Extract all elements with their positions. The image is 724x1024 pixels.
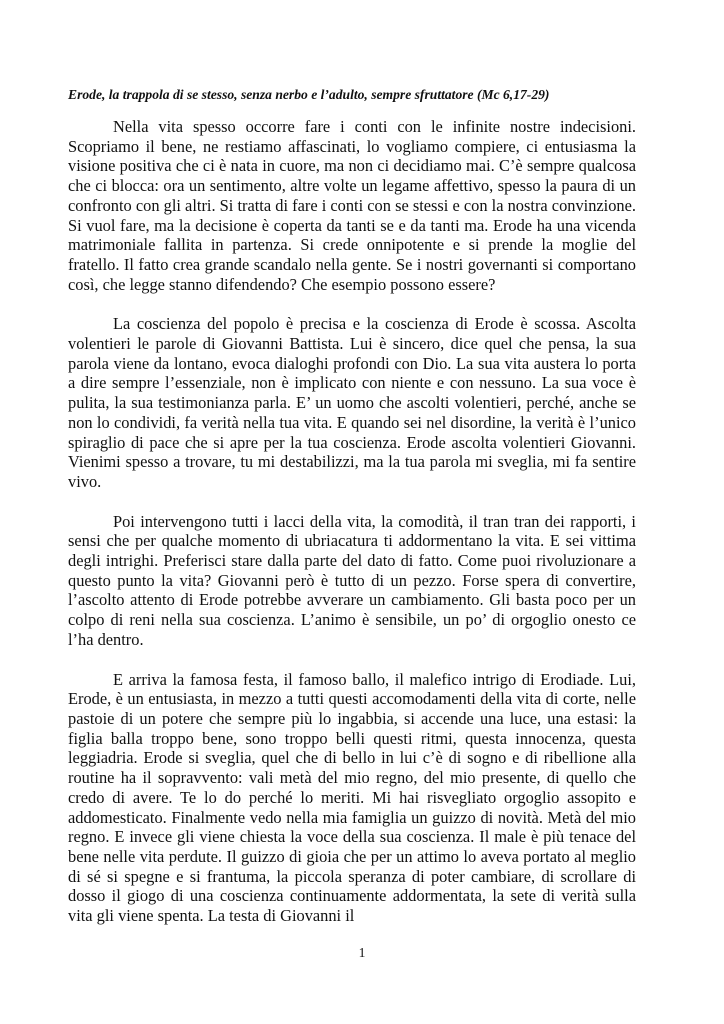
paragraph-1: Nella vita spesso occorre fare i conti con le infinite nostre indecisioni. Scopriamo il bene, ne restiamo affascinati, lo vogliamo compiere, ci entusiasma la visione positiva che ci è nata in cuore, ma non ci decidiamo mai. C’è sempre qualcosa che ci blocca: ora un sentimento, altre volte un legame affettivo, spesso la paura di un confronto con gli altri. Si tratta di fare i conti con se stessi e con la nostra convinzione. Si vuol fare, ma la decisione è coperta da tanti se e da tanti ma. Erode ha una vicenda matrimoniale fallita in partenza. Si crede onnipotente e si prende la moglie del fratello. Il fatto crea grande scandalo nella gente. Se i nostri governanti si comportano così, che legge stanno difendendo? Che esempio possono essere?: [68, 117, 636, 294]
paragraph-2: La coscienza del popolo è precisa e la coscienza di Erode è scossa. Ascolta volentieri le parole di Giovanni Battista. Lui è sincero, dice quel che pensa, la sua parola viene da lontano, evoca dialoghi profondi con Dio. La sua vita austera lo porta a dire sempre l’essenziale, non è implicato con niente e con nessuno. La sua voce è pulita, la sua testimonianza parla. E’ un uomo che ascolti volentieri, perché, anche se non lo condividi, fa verità nella tua vita. E quando sei nel disordine, la verità è l’unico spiraglio di pace che si apre per la tua coscienza. Erode ascolta volentieri Giovanni. Vienimi spesso a trovare, tu mi destabilizzi, ma la tua parola mi sveglia, mi fa sentire vivo.: [68, 314, 636, 491]
document-title: Erode, la trappola di se stesso, senza nerbo e l’adulto, sempre sfruttatore (Mc 6,17-29): [68, 87, 550, 102]
paragraph-4: E arriva la famosa festa, il famoso ballo, il malefico intrigo di Erodiade. Lui, Erode, è un entusiasta, in mezzo a tutti questi accomodamenti della vita di corte, nelle pastoie di un potere che sempre più lo ingabbia, si accende una luce, una estasi: la figlia balla troppo bene, sono troppo belli questi ritmi, questa innocenza, questa leggiadria. Erode si sveglia, quel che di bello in lui c’è di sogno e di ribellione alla routine ha il sopravvento: vali metà del mio regno, del mio presente, di quello che credo di avere. Te lo do perché lo meriti. Mi hai risvegliato orgoglio assopito e addomesticato. Finalmente vedo nella mia famiglia un guizzo di novità. Metà del mio regno. E invece gli viene chiesta la voce della sua coscienza. Il male è più tenace del bene nelle vita perdute. Il guizzo di gioia che per un attimo lo aveva portato al meglio di sé si spegne e si frantuma, la piccola speranza di poter cambiare, di scrollare di dosso il giogo di una coscienza continuamente addormentata, la sete di verità sulla vita gli viene spenta. La testa di Giovanni il: [68, 669, 636, 926]
page-number: 1: [358, 945, 366, 960]
paragraph-3: Poi intervengono tutti i lacci della vita, la comodità, il tran tran dei rapporti, i sensi che per qualche momento di ubriacatura ti addormentano la vita. E sei vittima degli intrighi. Preferisci stare dalla parte del dato di fatto. Come puoi rivoluzionare a questo punto la vita? Giovanni però è tutto di un pezzo. Forse spera di convertire, l’ascolto attento di Erode potrebbe avverare un cambiamento. Gli basta poco per un colpo di reni nella sua coscienza. L’animo è sensibile, un po’ di orgoglio onesto ce l’ha dentro.: [68, 511, 636, 649]
